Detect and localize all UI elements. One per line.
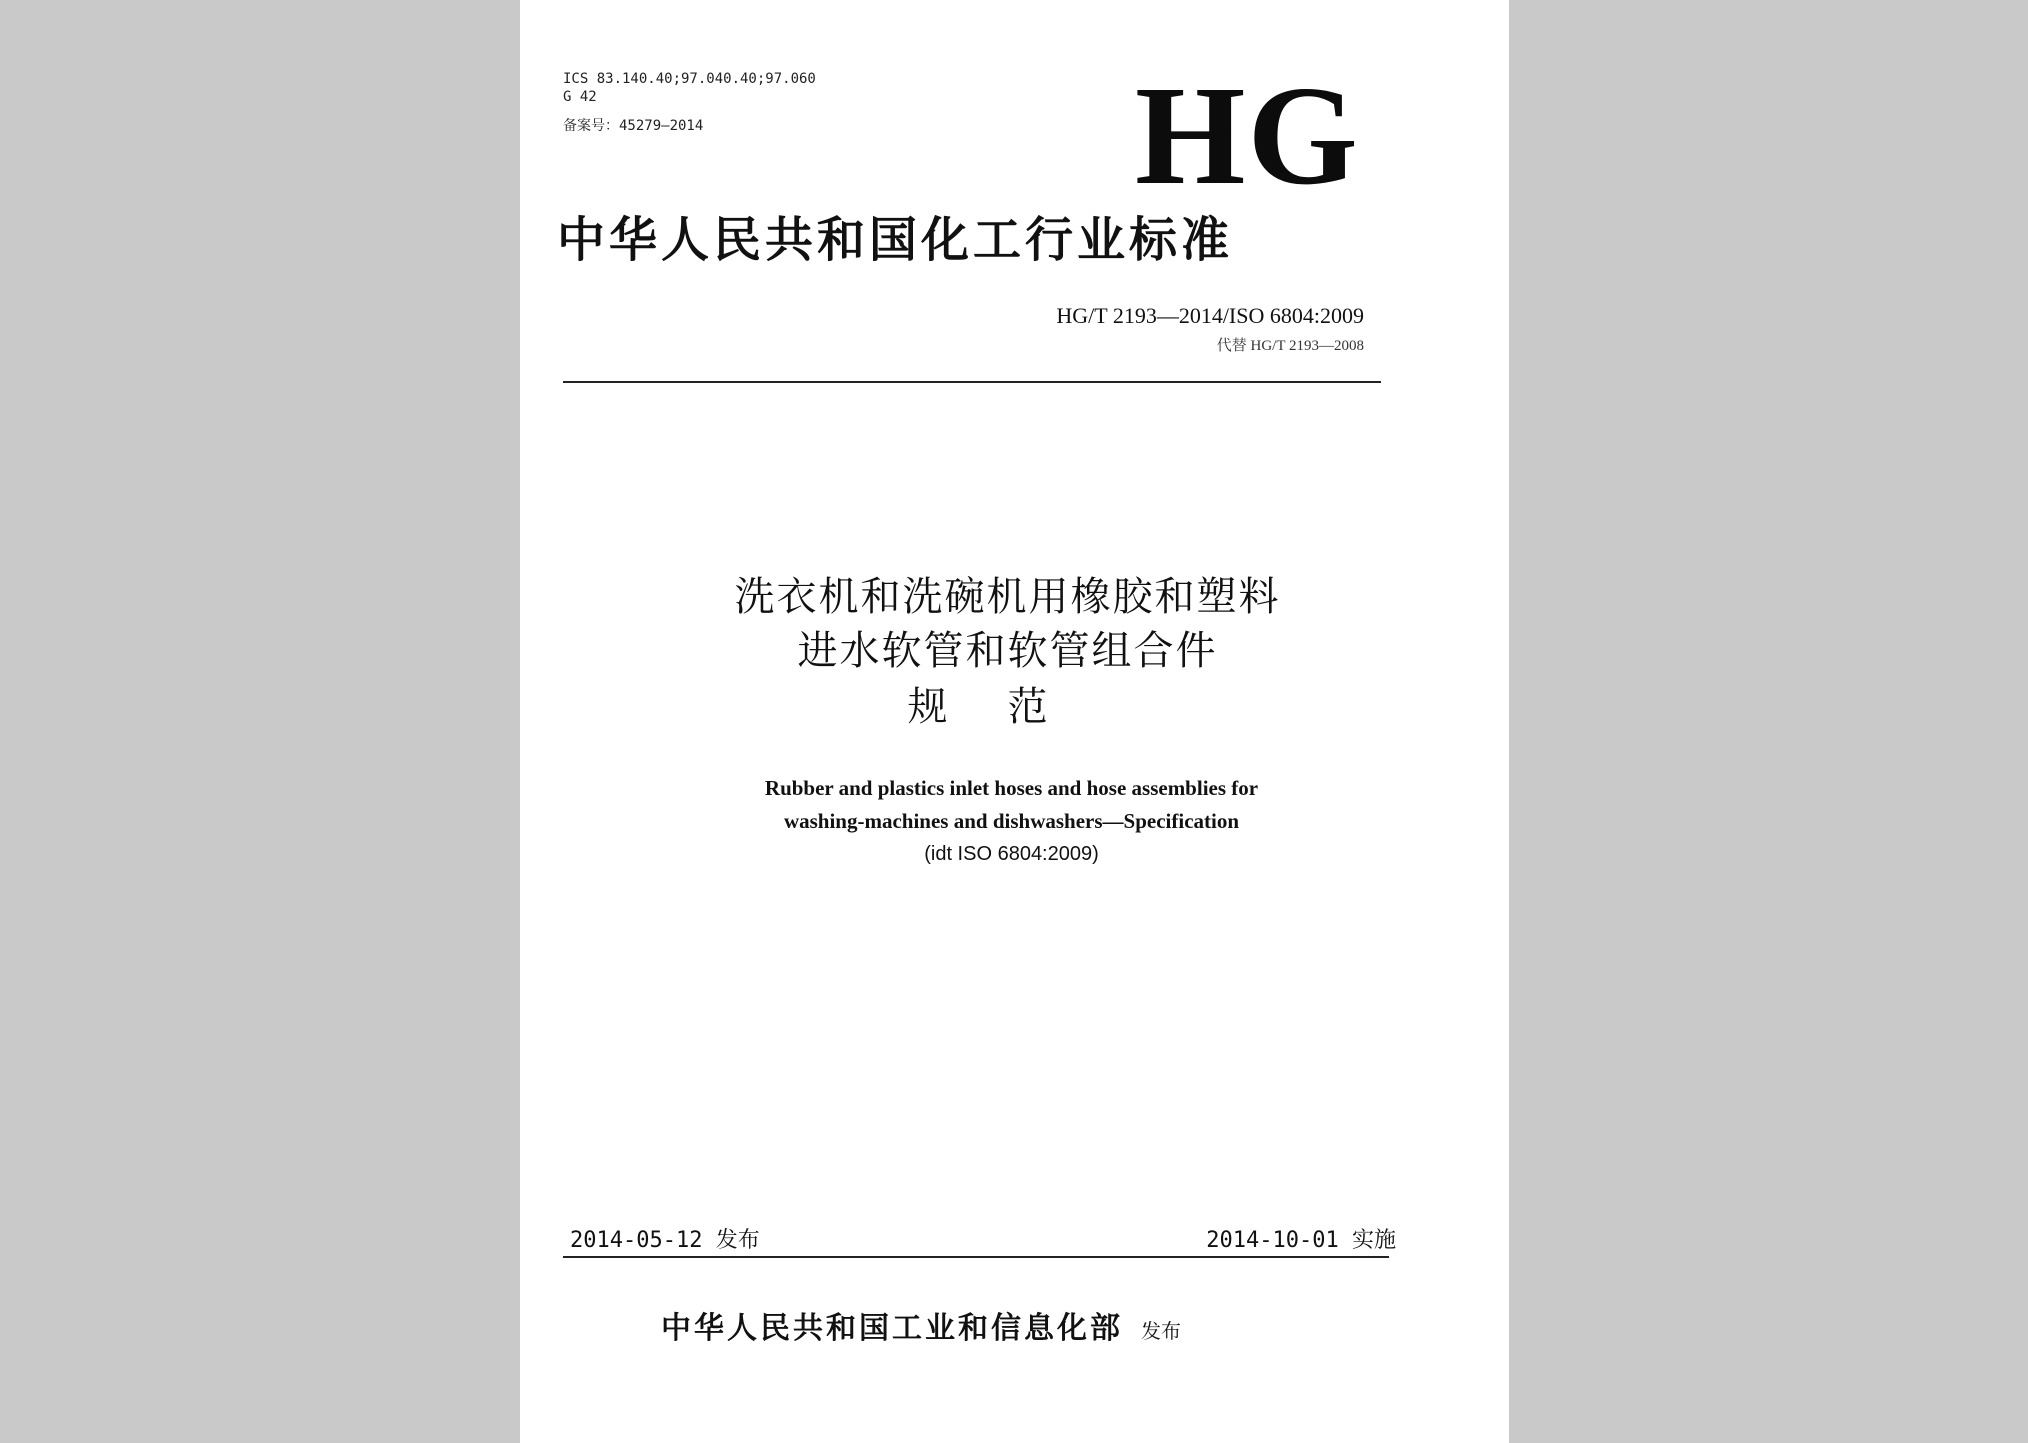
chinese-title-line-3: 规范: [907, 684, 1108, 730]
chinese-title-line-1: 洗衣机和洗碗机用橡胶和塑料: [734, 574, 1281, 620]
publish-date: 2014-05-12 发布: [570, 1228, 760, 1253]
english-title-line-1: Rubber and plastics inlet hoses and hose assemblies for: [764, 776, 1259, 800]
english-title-line-3: (idt ISO 6804:2009): [924, 843, 1099, 865]
issuer-line: [661, 1303, 1181, 1347]
issuing-organization: 中华人民共和国工业和信息化部: [661, 1311, 1123, 1346]
ics-code: ICS 83.140.40;97.040.40;97.060: [563, 71, 816, 87]
replaces-standard: 代替 HG/T 2193—2008: [1216, 338, 1364, 354]
issue-action: 发布: [1141, 1319, 1181, 1343]
standard-number: HG/T 2193—2014/ISO 6804:2009: [1056, 303, 1364, 328]
standard-category-title: 中华人民共和国化工行业标准: [557, 212, 1234, 268]
header-divider: [563, 381, 1381, 383]
implementation-date: 2014-10-01 实施: [1206, 1228, 1396, 1253]
standard-cover-page: [520, 0, 1509, 1443]
ccs-code: G 42: [563, 89, 597, 105]
chinese-title-line-2: 进水软管和软管组合件: [797, 628, 1218, 674]
record-number: 备案号：45279—2014: [563, 118, 704, 134]
footer-divider: [563, 1256, 1389, 1258]
english-title-line-2: washing-machines and dishwashers—Specification: [783, 809, 1240, 833]
hg-logo: HG: [1135, 56, 1360, 214]
